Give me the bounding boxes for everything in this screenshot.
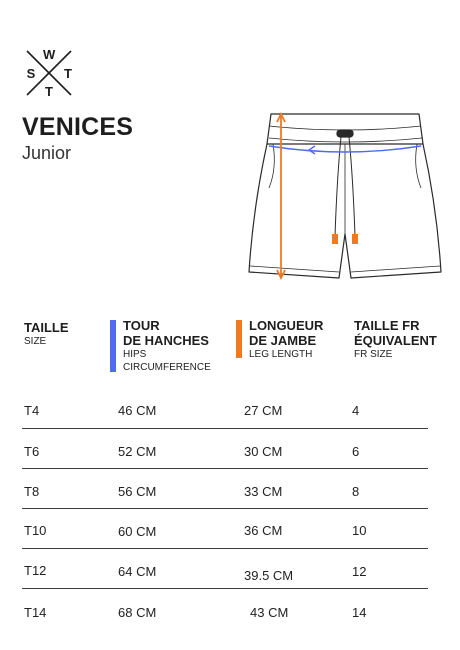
table-row: [22, 469, 428, 509]
size-cell: T8: [24, 484, 40, 499]
product-subtitle: Junior: [22, 143, 72, 163]
fr-size-cell: 10: [352, 523, 367, 538]
logo-letter-top: W: [43, 47, 56, 62]
table-row: [22, 549, 428, 589]
hips-color-bar: [110, 320, 116, 372]
hips-cell: 56 CM: [118, 484, 157, 499]
hips-cell: 64 CM: [118, 564, 157, 579]
header-hips-fr-2: DE HANCHES: [123, 333, 209, 348]
drawstring-tip-right: [352, 234, 358, 244]
size-cell: T12: [24, 563, 47, 578]
leg-cell: 33 CM: [244, 484, 283, 499]
header-fr-size-en: FR SIZE: [354, 349, 393, 360]
header-hips-fr-1: TOUR: [123, 318, 160, 333]
fr-size-cell: 6: [352, 444, 360, 459]
header-size-fr: TAILLE: [24, 320, 69, 335]
fr-size-cell: 14: [352, 605, 367, 620]
table-row: [22, 589, 428, 629]
fr-size-cell: 12: [352, 564, 367, 579]
waistband-outline: [267, 114, 423, 144]
leg-cell: 39.5 CM: [244, 568, 294, 583]
leg-color-bar: [236, 320, 242, 358]
leg-cell: 36 CM: [244, 523, 283, 538]
header-size: [24, 320, 69, 348]
table-row: [22, 429, 428, 469]
product-title: VENICES: [22, 113, 134, 141]
hips-cell: 60 CM: [118, 524, 157, 539]
header-hips-en-2: CIRCUMFERENCE: [123, 362, 211, 373]
size-cell: T4: [24, 403, 40, 418]
header-size-en: SIZE: [24, 336, 47, 347]
logo-letter-right: T: [64, 66, 72, 81]
header-leg-fr-1: LONGUEUR: [249, 318, 324, 333]
table-row: [22, 509, 428, 549]
logo-letter-left: S: [26, 66, 36, 81]
table-row: [22, 389, 428, 429]
brand-logo: [24, 48, 74, 98]
fr-size-cell: 4: [352, 403, 360, 418]
header-fr-size-fr-1: TAILLE FR: [354, 318, 420, 333]
header-hips: [123, 318, 211, 374]
hips-cell: 68 CM: [118, 605, 157, 620]
leg-cell: 30 CM: [244, 444, 283, 459]
header-leg: [249, 318, 323, 361]
header-fr-size: [354, 318, 437, 361]
leg-cell: 27 CM: [244, 403, 283, 418]
header-leg-en: LEG LENGTH: [249, 349, 313, 360]
header-leg-fr-2: DE JAMBE: [249, 333, 317, 348]
size-cell: T6: [24, 444, 40, 459]
hips-cell: 46 CM: [118, 403, 157, 418]
drawstring-tip-left: [332, 234, 338, 244]
header-hips-en-1: HIPS: [123, 349, 147, 360]
hips-cell: 52 CM: [118, 444, 157, 459]
shorts-diagram: [245, 108, 445, 286]
logo-letter-bottom: T: [45, 84, 53, 99]
size-cell: T10: [24, 523, 47, 538]
header-fr-size-fr-2: ÉQUIVALENT: [354, 333, 437, 348]
fr-size-cell: 8: [352, 484, 360, 499]
size-cell: T14: [24, 605, 47, 620]
leg-cell: 43 CM: [250, 605, 289, 620]
